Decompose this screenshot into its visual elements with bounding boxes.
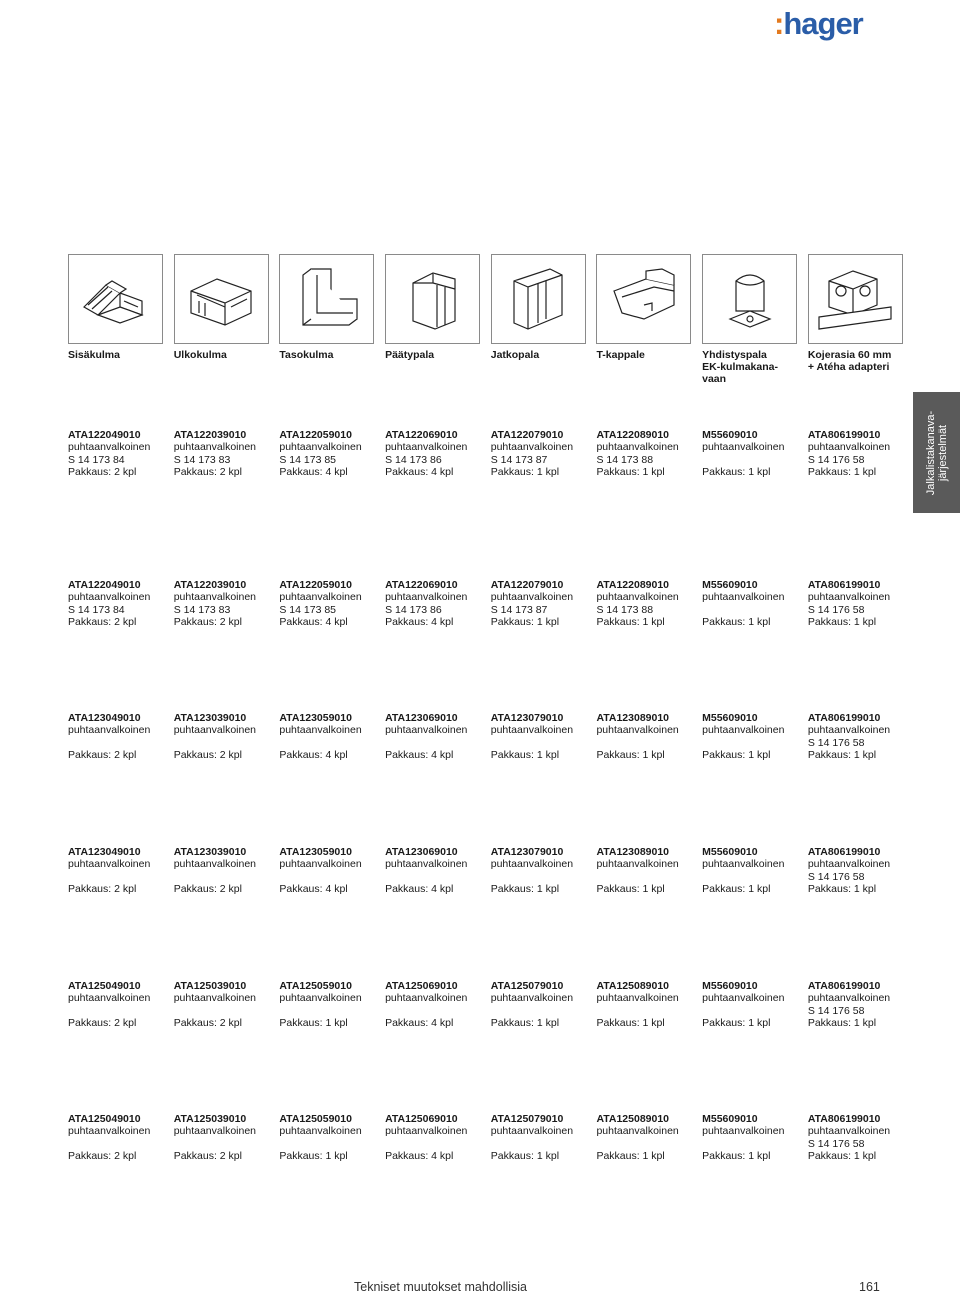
product-pack-size: Pakkaus: 2 kpl: [173, 1150, 242, 1163]
product-color: puhtaanvalkoinen: [385, 441, 468, 454]
product-color: puhtaanvalkoinen: [702, 858, 785, 871]
product-code-cell: [385, 429, 480, 479]
product-reference: [702, 454, 797, 466]
product-code: ATA125069010: [385, 980, 458, 992]
product-code: ATA125089010: [596, 1113, 670, 1125]
product-color: puhtaanvalkoinen: [702, 724, 785, 737]
product-code-block: [68, 579, 903, 629]
product-reference: S 14 173 86: [385, 453, 442, 466]
product-pack-size: Pakkaus: 1 kpl: [807, 616, 877, 629]
product-reference: [491, 1005, 586, 1017]
product-color: puhtaanvalkoinen: [173, 591, 257, 604]
product-color: puhtaanvalkoinen: [596, 1125, 679, 1138]
product-reference: S 14 173 84: [68, 603, 125, 616]
product-color: puhtaanvalkoinen: [173, 724, 257, 737]
product-reference: S 14 176 58: [807, 736, 865, 749]
product-reference: [279, 737, 374, 749]
product-pack-size: Pakkaus: 2 kpl: [173, 883, 242, 896]
product-reference: [702, 871, 797, 883]
product-code-cell: [279, 712, 374, 762]
product-reference: [491, 871, 586, 883]
product-color: puhtaanvalkoinen: [279, 992, 362, 1005]
product-code: ATA123049010: [68, 712, 141, 724]
product-code-cell: [491, 712, 586, 762]
product-pack-size: Pakkaus: 1 kpl: [279, 1017, 348, 1030]
product-code: M55609010: [702, 429, 758, 441]
product-color: puhtaanvalkoinen: [490, 992, 574, 1005]
product-code-cell: [68, 846, 163, 896]
flat-corner-icon: [279, 254, 374, 344]
product-color: puhtaanvalkoinen: [596, 858, 679, 871]
product-code: ATA122089010: [596, 579, 670, 591]
product-pack-size: Pakkaus: 1 kpl: [702, 749, 771, 762]
product-color: puhtaanvalkoinen: [385, 1125, 468, 1138]
product-pack-size: Pakkaus: 2 kpl: [68, 466, 137, 479]
product-code-cell: [491, 846, 586, 896]
product-code: ATA123079010: [490, 846, 564, 858]
product-reference: [279, 1138, 374, 1150]
product-code: ATA123069010: [385, 846, 458, 858]
product-name: Kojerasia 60 mm + Atéha adapteri: [807, 349, 892, 373]
product-code: ATA125059010: [279, 1113, 352, 1125]
product-code-cell: [279, 1113, 374, 1163]
product-code: ATA125049010: [68, 1113, 141, 1125]
product-color: puhtaanvalkoinen: [68, 992, 151, 1005]
product-color: puhtaanvalkoinen: [385, 858, 468, 871]
product-code: ATA122089010: [596, 429, 670, 441]
product-color: puhtaanvalkoinen: [68, 591, 151, 604]
product-code-cell: [174, 429, 269, 479]
product-code-cell: [808, 579, 903, 629]
product-code: ATA806199010: [807, 980, 881, 992]
product-pack-size: Pakkaus: 1 kpl: [702, 1017, 771, 1030]
product-code-cell: [596, 846, 691, 896]
product-pack-size: Pakkaus: 2 kpl: [173, 1017, 242, 1030]
product-pack-size: Pakkaus: 1 kpl: [490, 466, 560, 479]
product-color: puhtaanvalkoinen: [385, 724, 468, 737]
product-color: puhtaanvalkoinen: [279, 1125, 362, 1138]
product-code-cell: [596, 579, 691, 629]
product-pack-size: Pakkaus: 4 kpl: [385, 749, 454, 762]
product-code: ATA122059010: [279, 429, 352, 441]
product-pack-size: Pakkaus: 1 kpl: [807, 466, 877, 479]
product-code-cell: [702, 579, 797, 629]
product-code: ATA806199010: [807, 712, 881, 724]
product-reference: [68, 1005, 163, 1017]
product-name: Tasokulma: [279, 349, 334, 361]
product-code: ATA122059010: [279, 579, 352, 591]
product-color: puhtaanvalkoinen: [68, 441, 151, 454]
product-reference: [68, 737, 163, 749]
product-color: puhtaanvalkoinen: [490, 724, 574, 737]
product-reference: [174, 871, 269, 883]
product-code: ATA806199010: [807, 1113, 881, 1125]
product-color: puhtaanvalkoinen: [490, 441, 574, 454]
product-code-cell: [279, 579, 374, 629]
product-color: puhtaanvalkoinen: [807, 591, 891, 604]
product-reference: [596, 871, 691, 883]
product-pack-size: Pakkaus: 2 kpl: [68, 883, 137, 896]
product-code: ATA123059010: [279, 712, 352, 724]
product-reference: [491, 1138, 586, 1150]
product-code: ATA806199010: [807, 846, 881, 858]
product-pack-size: Pakkaus: 4 kpl: [279, 616, 348, 629]
product-code-cell: [702, 1113, 797, 1163]
product-code-cell: [596, 712, 691, 762]
product-code: ATA123039010: [173, 712, 247, 724]
page-number: 161: [859, 1280, 880, 1294]
product-pack-size: Pakkaus: 1 kpl: [596, 616, 665, 629]
connector-icon: [702, 254, 797, 344]
product-code-cell: [174, 980, 269, 1030]
product-reference: S 14 173 84: [68, 453, 125, 466]
product-code-cell: [491, 1113, 586, 1163]
product-pack-size: Pakkaus: 4 kpl: [385, 1017, 454, 1030]
product-reference: [68, 1138, 163, 1150]
product-pack-size: Pakkaus: 2 kpl: [173, 466, 242, 479]
product-name: Sisäkulma: [68, 349, 120, 361]
product-code-cell: [68, 1113, 163, 1163]
product-color: puhtaanvalkoinen: [702, 1125, 785, 1138]
product-pack-size: Pakkaus: 1 kpl: [490, 749, 560, 762]
product-reference: [279, 1005, 374, 1017]
product-color: puhtaanvalkoinen: [596, 441, 679, 454]
product-color: puhtaanvalkoinen: [68, 724, 151, 737]
product-code-cell: [68, 712, 163, 762]
product-code-cell: [808, 712, 903, 762]
product-code: ATA125069010: [385, 1113, 458, 1125]
product-pack-size: Pakkaus: 1 kpl: [596, 1017, 665, 1030]
product-reference: S 14 176 58: [807, 1137, 865, 1150]
product-reference: S 14 173 86: [385, 603, 442, 616]
product-color: puhtaanvalkoinen: [279, 724, 362, 737]
product-pack-size: Pakkaus: 1 kpl: [596, 749, 665, 762]
product-code: ATA125079010: [490, 1113, 564, 1125]
product-code-cell: [279, 846, 374, 896]
product-pack-size: Pakkaus: 1 kpl: [807, 1017, 877, 1030]
product-code: ATA806199010: [807, 429, 881, 441]
product-color: puhtaanvalkoinen: [807, 441, 891, 454]
product-code: ATA123089010: [596, 846, 670, 858]
product-color: puhtaanvalkoinen: [173, 992, 257, 1005]
product-code-cell: [808, 429, 903, 479]
product-color: puhtaanvalkoinen: [173, 441, 257, 454]
product-code-cell: [491, 980, 586, 1030]
product-reference: S 14 173 87: [490, 453, 548, 466]
product-pack-size: Pakkaus: 4 kpl: [385, 1150, 454, 1163]
product-color: puhtaanvalkoinen: [68, 858, 151, 871]
product-code-cell: [702, 846, 797, 896]
product-code: ATA125039010: [173, 980, 247, 992]
product-reference: [385, 1138, 480, 1150]
product-code-cell: [491, 579, 586, 629]
product-reference: S 14 173 83: [173, 603, 231, 616]
product-pack-size: Pakkaus: 2 kpl: [68, 1017, 137, 1030]
product-reference: [702, 737, 797, 749]
outer-corner-icon: [174, 254, 269, 344]
product-code: ATA123069010: [385, 712, 458, 724]
product-code: M55609010: [702, 846, 758, 858]
product-reference: [491, 737, 586, 749]
product-code-cell: [702, 980, 797, 1030]
product-color: puhtaanvalkoinen: [596, 992, 679, 1005]
product-pack-size: Pakkaus: 1 kpl: [702, 466, 771, 479]
product-color: puhtaanvalkoinen: [385, 992, 468, 1005]
product-pack-size: Pakkaus: 1 kpl: [702, 616, 771, 629]
side-tab-label: Jalkalistakanava- järjestelmät: [924, 410, 949, 495]
t-piece-icon: [596, 254, 691, 344]
product-pack-size: Pakkaus: 1 kpl: [702, 1150, 771, 1163]
product-code: ATA122079010: [490, 579, 564, 591]
product-reference: [174, 1138, 269, 1150]
product-code-cell: [808, 1113, 903, 1163]
product-color: puhtaanvalkoinen: [702, 591, 785, 604]
product-code-cell: [279, 980, 374, 1030]
product-color: puhtaanvalkoinen: [807, 1125, 891, 1138]
product-pack-size: Pakkaus: 1 kpl: [490, 883, 560, 896]
product-pack-size: Pakkaus: 1 kpl: [596, 883, 665, 896]
product-name: Päätypala: [385, 349, 435, 361]
product-code: ATA125049010: [68, 980, 141, 992]
product-pack-size: Pakkaus: 1 kpl: [807, 1150, 877, 1163]
product-code-cell: [596, 1113, 691, 1163]
product-code-cell: [491, 429, 586, 479]
product-name: T-kappale: [596, 349, 645, 361]
product-code-cell: [596, 980, 691, 1030]
product-code: ATA122069010: [385, 429, 458, 441]
product-reference: [702, 1138, 797, 1150]
product-code: ATA122039010: [173, 429, 247, 441]
product-pack-size: Pakkaus: 1 kpl: [490, 1017, 560, 1030]
product-color: puhtaanvalkoinen: [702, 441, 785, 454]
product-reference: S 14 176 58: [807, 453, 865, 466]
product-code-cell: [385, 579, 480, 629]
product-pack-size: Pakkaus: 1 kpl: [807, 883, 877, 896]
product-reference: [596, 1005, 691, 1017]
product-reference: S 14 173 87: [490, 603, 548, 616]
product-code-cell: [279, 429, 374, 479]
product-code: ATA122069010: [385, 579, 458, 591]
product-pack-size: Pakkaus: 4 kpl: [279, 466, 348, 479]
product-reference: S 14 173 85: [279, 603, 337, 616]
product-pack-size: Pakkaus: 1 kpl: [702, 883, 771, 896]
product-code-cell: [174, 579, 269, 629]
product-color: puhtaanvalkoinen: [596, 591, 679, 604]
product-name: Yhdistyspala EK-kulmakana- vaan: [702, 349, 778, 385]
product-pack-size: Pakkaus: 4 kpl: [279, 883, 348, 896]
product-pack-size: Pakkaus: 1 kpl: [279, 1150, 348, 1163]
product-code-block: [68, 980, 903, 1030]
inner-corner-icon: [68, 254, 163, 344]
product-pack-size: Pakkaus: 4 kpl: [385, 466, 454, 479]
product-name: Jatkopala: [490, 349, 540, 361]
product-code-cell: [174, 1113, 269, 1163]
product-color: puhtaanvalkoinen: [173, 858, 257, 871]
product-code: ATA123049010: [68, 846, 141, 858]
product-code: ATA123059010: [279, 846, 352, 858]
product-color: puhtaanvalkoinen: [490, 1125, 574, 1138]
product-reference: S 14 176 58: [807, 870, 865, 883]
product-code: ATA122049010: [68, 579, 141, 591]
product-code: ATA122079010: [490, 429, 564, 441]
product-code: ATA806199010: [807, 579, 881, 591]
product-name: Ulkokulma: [173, 349, 227, 361]
product-pack-size: Pakkaus: 1 kpl: [807, 749, 877, 762]
product-reference: S 14 173 88: [596, 603, 654, 616]
product-pack-size: Pakkaus: 4 kpl: [385, 616, 454, 629]
product-code: M55609010: [702, 579, 758, 591]
product-reference: [385, 1005, 480, 1017]
product-color: puhtaanvalkoinen: [385, 591, 468, 604]
product-pack-size: Pakkaus: 1 kpl: [596, 1150, 665, 1163]
hager-logo: [774, 6, 863, 42]
product-image-row: [68, 254, 903, 344]
product-code-cell: [174, 846, 269, 896]
product-code-block: [68, 712, 903, 762]
product-reference: [385, 871, 480, 883]
product-reference: S 14 173 88: [596, 453, 654, 466]
product-code: ATA123089010: [596, 712, 670, 724]
product-code: ATA122049010: [68, 429, 141, 441]
logo-text: hager: [783, 6, 863, 41]
product-code: ATA125059010: [279, 980, 352, 992]
product-color: puhtaanvalkoinen: [279, 591, 362, 604]
product-color: puhtaanvalkoinen: [807, 858, 891, 871]
product-pack-size: Pakkaus: 2 kpl: [173, 749, 242, 762]
product-code-cell: [385, 846, 480, 896]
footer-note: Tekniset muutokset mahdollisia: [354, 1280, 527, 1294]
product-code-cell: [385, 712, 480, 762]
product-code-cell: [68, 579, 163, 629]
product-pack-size: Pakkaus: 1 kpl: [490, 1150, 560, 1163]
product-pack-size: Pakkaus: 1 kpl: [490, 616, 560, 629]
product-pack-size: Pakkaus: 4 kpl: [279, 749, 348, 762]
product-code: ATA122039010: [173, 579, 247, 591]
product-color: puhtaanvalkoinen: [807, 992, 891, 1005]
product-pack-size: Pakkaus: 2 kpl: [68, 749, 137, 762]
product-code-cell: [702, 429, 797, 479]
product-color: puhtaanvalkoinen: [490, 858, 574, 871]
product-code-cell: [174, 712, 269, 762]
product-color: puhtaanvalkoinen: [807, 724, 891, 737]
product-reference: [702, 604, 797, 616]
product-reference: [68, 871, 163, 883]
product-color: puhtaanvalkoinen: [596, 724, 679, 737]
end-cap-icon: [385, 254, 480, 344]
product-reference: [596, 1138, 691, 1150]
product-code-cell: [68, 429, 163, 479]
product-color: puhtaanvalkoinen: [173, 1125, 257, 1138]
product-reference: [385, 737, 480, 749]
section-side-tab: [913, 392, 960, 513]
product-code-cell: [702, 712, 797, 762]
product-reference: [596, 737, 691, 749]
product-name-row: [68, 349, 903, 385]
product-color: puhtaanvalkoinen: [68, 1125, 151, 1138]
product-code-cell: [385, 980, 480, 1030]
product-code: ATA125039010: [173, 1113, 247, 1125]
product-code: M55609010: [702, 1113, 758, 1125]
product-color: puhtaanvalkoinen: [490, 591, 574, 604]
product-code-block: [68, 429, 903, 479]
product-code-block: [68, 846, 903, 896]
product-code: ATA125089010: [596, 980, 670, 992]
product-pack-size: Pakkaus: 1 kpl: [596, 466, 665, 479]
logo-dots: :: [774, 6, 784, 41]
product-pack-size: Pakkaus: 4 kpl: [385, 883, 454, 896]
product-code: ATA125079010: [490, 980, 564, 992]
product-code-cell: [808, 846, 903, 896]
product-reference: S 14 176 58: [807, 603, 865, 616]
product-code: M55609010: [702, 980, 758, 992]
product-code-cell: [385, 1113, 480, 1163]
product-reference: S 14 173 85: [279, 453, 337, 466]
product-pack-size: Pakkaus: 2 kpl: [68, 616, 137, 629]
product-reference: [279, 871, 374, 883]
product-code-block: [68, 1113, 903, 1163]
product-pack-size: Pakkaus: 2 kpl: [173, 616, 242, 629]
product-pack-size: Pakkaus: 2 kpl: [68, 1150, 137, 1163]
product-color: puhtaanvalkoinen: [279, 441, 362, 454]
product-reference: S 14 176 58: [807, 1004, 865, 1017]
joint-cover-icon: [491, 254, 586, 344]
product-color: puhtaanvalkoinen: [702, 992, 785, 1005]
product-code: ATA123079010: [490, 712, 564, 724]
device-box-icon: [808, 254, 903, 344]
product-code: M55609010: [702, 712, 758, 724]
product-reference: [702, 1005, 797, 1017]
product-reference: [174, 1005, 269, 1017]
product-code-cell: [68, 980, 163, 1030]
product-code-cell: [596, 429, 691, 479]
product-color: puhtaanvalkoinen: [279, 858, 362, 871]
product-reference: S 14 173 83: [173, 453, 231, 466]
product-code: ATA123039010: [173, 846, 247, 858]
product-code-cell: [808, 980, 903, 1030]
product-reference: [174, 737, 269, 749]
